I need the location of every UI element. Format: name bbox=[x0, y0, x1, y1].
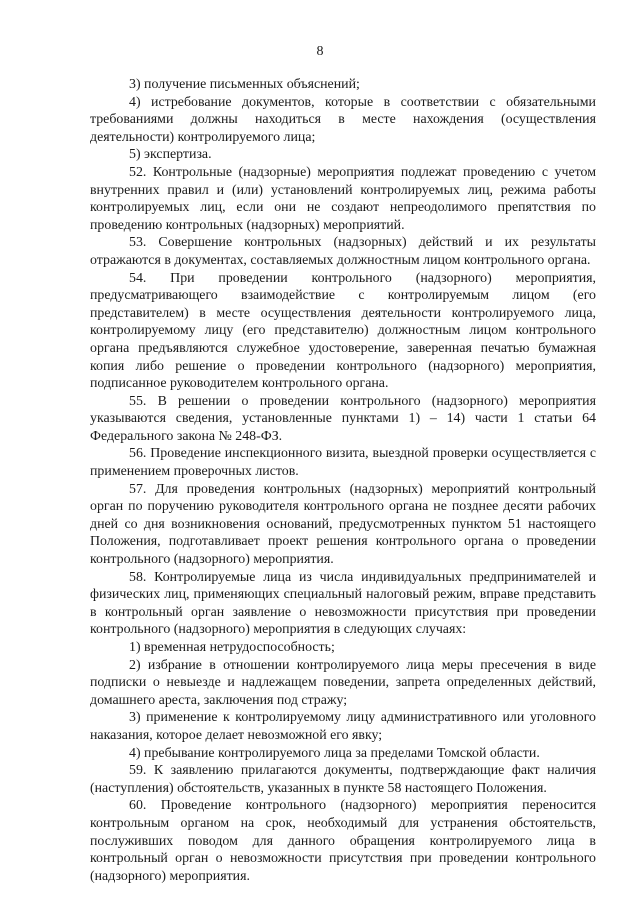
clause-59: 59. К заявлению прилагаются документы, подтверждающие факт наличия (наступления) обстоятельств, указанных в пункте 58 настоящего Положения. bbox=[90, 763, 596, 796]
list-item-punishment: 3) применение к контролируемому лицу административного или уголовного наказания, которое делает невозможной его явку; bbox=[90, 710, 596, 743]
clause-52: 52. Контрольные (надзорные) мероприятия подлежат проведению с учетом внутренних правил и (или) установлений контролируемых лиц, режима работы контролируемых лиц, если они не создают непреодолимого препятствия по проведению контрольных (надзорных) мероприятий. bbox=[90, 164, 596, 233]
clause-58: 58. Контролируемые лица из числа индивидуальных предпринимателей и физических лиц, применяющих специальный налоговый режим, вправе представить в контрольный орган заявление о невозможности присутствия при проведении контрольного (надзорного) мероприятия в следующих случаях: bbox=[90, 569, 596, 638]
page-number: 8 bbox=[316, 44, 324, 59]
clause-60: 60. Проведение контрольного (надзорного) мероприятия переносится контрольным органом на срок, необходимый для устранения обстоятельств, послуживших поводом для данного обращения контролируемого лица в контрольный орган о невозможности присутствия при проведении контрольного (надзорного) мероприятия. bbox=[90, 798, 596, 884]
clause-55: 55. В решении о проведении контрольного (надзорного) мероприятия указываются сведения, установленные пунктами 1) – 14) части 1 статьи 64 Федерального закона № 248-ФЗ. bbox=[90, 393, 596, 444]
list-item-explanations: 3) получение письменных объяснений; bbox=[129, 77, 360, 92]
list-item-outside-region: 4) пребывание контролируемого лица за пределами Томской области. bbox=[129, 745, 540, 761]
clause-56: 56. Проведение инспекционного визита, выездной проверки осуществляется с применением проверочных листов. bbox=[90, 446, 596, 480]
list-item-restraint-measure: 2) избрание в отношении контролируемого лица меры пресечения в виде подписки о невыезде и надлежащем поведении, запрета определенных действий, домашнего ареста, заключения под стражу; bbox=[90, 657, 596, 708]
list-item-documents-request: 4) истребование документов, которые в соответствии с обязательными требованиями должны находиться в месте нахождения (осуществления деятельности) контролируемого лица; bbox=[90, 94, 596, 145]
list-item-temporary-disability: 1) временная нетрудоспособность; bbox=[129, 640, 335, 655]
list-item-expertise: 5) экспертиза. bbox=[129, 147, 212, 163]
document-body bbox=[90, 76, 596, 885]
clause-53: 53. Совершение контрольных (надзорных) действий и их результаты отражаются в документах, составляемых должностным лицом контрольного органа. bbox=[90, 235, 596, 268]
clause-57: 57. Для проведения контрольных (надзорных) мероприятий контрольный орган по поручению руководителя контрольного органа не позднее десяти рабочих дней со дня возникновения оснований, предусмотренных пунктом 51 настоящего Положения, подготавливает проект решения контрольного органа о проведении контрольного (надзорного) мероприятия. bbox=[90, 481, 596, 568]
clause-54: 54. При проведении контрольного (надзорного) мероприятия, предусматривающего взаимодействие с контролируемым лицом (его представителем) в месте осуществления деятельности контролируемого лица, контролируемому лицу (его представителю) должностным лицом контрольного органа предъявляются служебное удостоверение, заверенная печатью бумажная копия либо решение о проведении контрольного (надзорного) мероприятия, подписанное руководителем контрольного органа. bbox=[90, 270, 596, 392]
